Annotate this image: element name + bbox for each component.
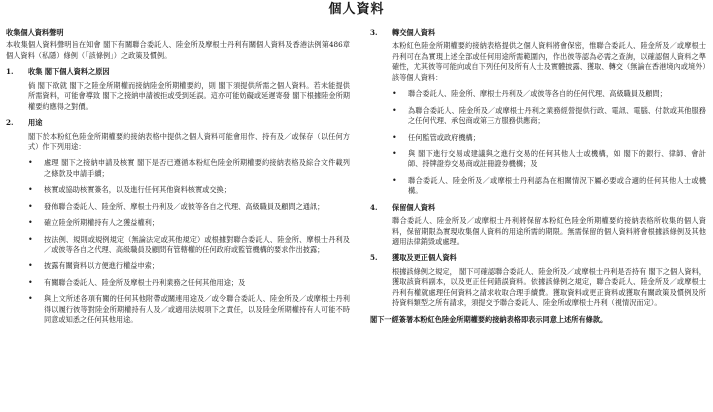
page-title: 個人資料 [328, 2, 385, 17]
list-item: • 聯合委託人、陸金所、摩根士丹利及／或彼等各自的任何代理、高級職員及顧問； [392, 89, 667, 99]
list-item: • 有關聯合委託人、陸金所及摩根士丹利業務之任何其他用途；及 [28, 277, 246, 287]
list-item: • 與上文所述各項有關的任何其他附帶或關連用途及／或令聯合委託人、陸金所及／或摩根士丹利得以履行彼等對陸金所期權持有人及／或適用法規項下之責任，以及陸金所期權持有人可能不時同意或知悉之任何其他用途。 [28, 294, 350, 325]
bullet-icon: • [392, 148, 397, 158]
right-column [370, 28, 706, 325]
list-item: • 與 閣下進行交易或建議與之進行交易的任何其他人士或機構，如 閣下的銀行、律師、會計師、持牌證券交易商或註冊證券機構；及 [392, 148, 706, 169]
section-number: 3. [370, 28, 378, 37]
section-title: 保留個人資料 [392, 202, 436, 212]
bullet-icon: • [392, 105, 397, 115]
section-title: 獲取及更正個人資料 [392, 253, 457, 263]
left-column [6, 28, 350, 332]
list-item: • 核實或協助核實簽名，以及進行任何其他資料核實或交換； [28, 185, 231, 195]
list-item: • 任何監管或政府機構； [392, 132, 480, 142]
section-2-body: 閣下於本粉紅色陸金所期權要約接納表格中提供之個人資料可能會用作、持有及／或保存（以任何方式）作下列用途： [28, 131, 350, 151]
section-1-heading [6, 67, 350, 77]
intro-paragraph: 本收集個人資料聲明旨在知會 閣下有關聯合委託人、陸金所及摩根士丹利有關個人資料及香港法例第486章個人資料（私隱）條例（「該條例」）之政策及慣例。 [6, 40, 350, 60]
section-2-heading [6, 118, 350, 128]
bullet-icon: • [392, 175, 397, 185]
purpose-list [6, 158, 350, 325]
section-3-heading [370, 28, 706, 38]
bullet-icon: • [28, 185, 33, 195]
consent-footer: 閣下一經簽署本粉紅色陸金所期權要約接納表格即表示同意上述所有條款。 [370, 314, 608, 324]
list-item: • 按法例、規則或規例規定（無論法定或其他規定）或根據對聯合委託人、陸金所、摩根士丹利及／或彼等各自之代理、高級職員及顧問有管轄權的任何政府或監管機構的要求作出披露； [28, 234, 350, 254]
statement-heading: 收集個人資料聲明 [6, 28, 64, 37]
list-item: • 披露有關資料以方便進行權益申索； [28, 261, 160, 271]
transfer-list [370, 89, 706, 197]
list-item: • 為聯合委託人、陸金所及／或摩根士丹利之業務經營提供行政、電訊、電腦、付款或其他服務之任何代理、承包商或第三方服務供應商； [392, 105, 706, 126]
bullet-icon: • [28, 158, 33, 168]
bullet-icon: • [392, 89, 397, 99]
section-5-heading [370, 253, 706, 263]
bullet-icon: • [28, 277, 33, 287]
bullet-icon: • [28, 234, 33, 244]
list-item: • 處理 閣下之接納申請及核實 閣下是否已遵循本粉紅色陸金所期權要約接納表格及綜合文件載列之條款及申請手續； [28, 158, 350, 178]
bullet-icon: • [392, 132, 397, 142]
section-number: 5. [370, 253, 378, 263]
section-5-body: 根據該條例之規定， 閣下可確認聯合委託人、陸金所及／或摩根士丹利是否持有 閣下之個人資料，獲取該資料副本，以及更正任何錯誤資料。依據該條例之規定，聯合委託人、陸金所及／或摩根士丹利有權就處理任何資料之請求收取合理手續費。獲取資料或更正資料或獲取有關政策及慣例及所持資料類型之所有請求，須提交予聯合委託人、陸金所或摩根士丹利（視情況而定）。 [392, 266, 706, 308]
section-number: 4. [370, 202, 378, 212]
list-item: • 確立陸金所期權持有人之獲益權利； [28, 218, 160, 228]
section-4-body: 聯合委託人、陸金所及／或摩根士丹利將保留本粉紅色陸金所期權要約接納表格所收集的個人資料，保留期限為實現收集個人資料的用途所需的期限。無需保留的個人資料將會根據該條例及其他適用法律銷毀或處理。 [392, 216, 706, 246]
bullet-icon: • [28, 261, 33, 271]
section-title: 收集 閣下個人資料之原因 [28, 67, 110, 77]
list-item: • 發佈聯合委託人、陸金所、摩根士丹利及／或彼等各自之代理、高級職員及顧問之通訊； [28, 201, 325, 211]
bullet-icon: • [28, 201, 33, 211]
section-title: 用途 [28, 118, 43, 128]
section-number: 1. [6, 67, 14, 77]
bullet-icon: • [28, 218, 33, 228]
section-3-body: 本粉紅色陸金所期權要約接納表格提供之個人資料將會保密，惟聯合委託人、陸金所及／或摩根士丹利可在為實現上述全部或任何用途所需範圍內，作出彼等認為必需之查詢，以確認個人資料之準確性，尤其彼等可能向或自下列任何及所有人士及實體披露、獲取、轉交（無論在香港境內或境外）該等個人資料： [392, 41, 706, 82]
section-1-body: 倘 閣下欲就 閣下之陸金所期權而接納陸金所期權要約，則 閣下須提供所需之個人資料。若未能提供所需資料，可能會導致 閣下之接納申請被拒或受到延誤。這亦可能妨礙或延遲寄發 閣下根據陸金所期權要約應得之對價。 [28, 80, 350, 111]
list-item: • 聯合委託人、陸金所及／或摩根士丹利認為在相關情況下屬必要或合適的任何其他人士或機構。 [392, 175, 706, 196]
section-number: 2. [6, 118, 14, 128]
section-title: 轉交個人資料 [392, 28, 436, 37]
section-4-heading [370, 203, 706, 213]
bullet-icon: • [28, 294, 33, 304]
